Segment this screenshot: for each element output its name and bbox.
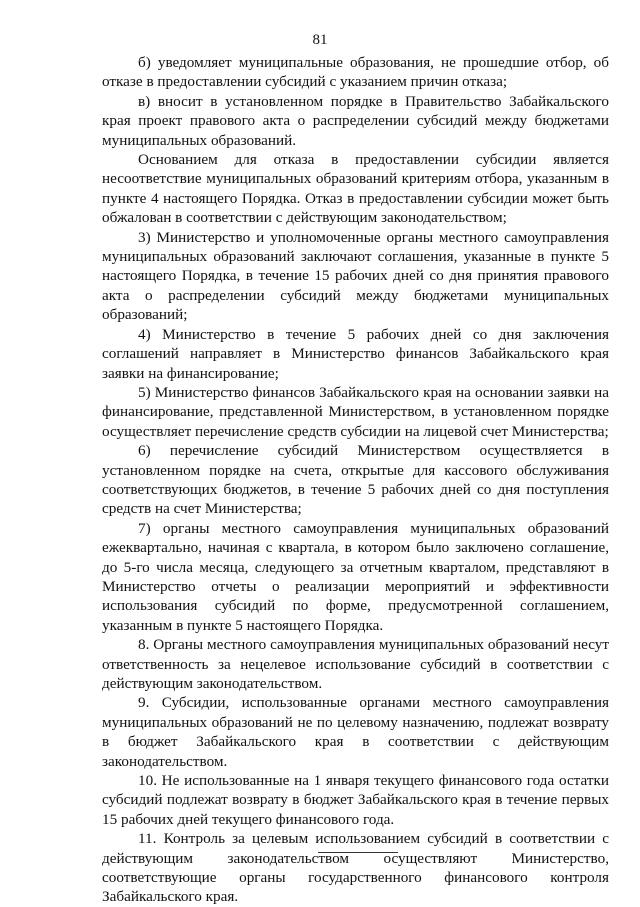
paragraph-9-misuse-return: 9. Субсидии, использованные органами местного самоуправления муниципальных образований не по целевому назначению, подлежат возврату в бюджет Забайкальского края в соответствии с действующим законодательством. xyxy=(102,694,609,770)
paragraph-b-notify-rejected: б) уведомляет муниципальные образования, не прошедшие отбор, об отказе в предоставлении субсидий с указанием причин отказа; xyxy=(102,54,609,91)
paragraph-3-agreements: 3) Министерство и уполномоченные органы местного самоуправления муниципальных образований заключают соглашения, указанные в пункте 5 настоящего Порядка, в течение 15 рабочих дней со дня принятия правового акта о распределении субсидий между бюджетами муниципальных образований; xyxy=(102,228,609,324)
page-number: 81 xyxy=(312,32,328,48)
paragraph-7-quarterly-reports: 7) органы местного самоуправления муниципальных образований ежеквартально, начиная с квартала, в котором было заключено соглашение, до 5-го числа месяца, следующего за отчетным кварталом, представляют в Министерство отчеты о реализации мероприятий и эффективности использования субсидий по форме, предусмотренной соглашением, указанным в пункте 5 настоящего Порядка. xyxy=(102,519,609,634)
paragraph-5-ministry-of-finance-transfer: 5) Министерство финансов Забайкальского края на основании заявки на финансирование, представленной Министерством, в установленном порядке осуществляет перечисление средств субсидии на лицевой счет Министерства; xyxy=(102,383,609,440)
paragraph-v-submit-draft-act: в) вносит в установленном порядке в Правительство Забайкальского края проект правового акта о распределении субсидий между бюджетами муниципальных образований. xyxy=(102,92,609,149)
paragraph-11-control: 11. Контроль за целевым использованием субсидий в соответствии с действующим законодательством осуществляют Министерство, соответствующие органы государственного финансового контроля Забайкальского края. xyxy=(102,830,609,906)
document-body xyxy=(102,53,609,907)
paragraph-4-funding-requests: 4) Министерство в течение 5 рабочих дней со дня заключения соглашений направляет в Министерство финансов Забайкальского края заявки на финансирование; xyxy=(102,325,609,382)
paragraph-refusal-grounds: Основанием для отказа в предоставлении субсидии является несоответствие муниципальных образований критериям отбора, указанным в пункте 4 настоящего Порядка. Отказ в предоставлении субсидии может быть обжалован в соответствии с действующим законодательством; xyxy=(102,151,609,227)
paragraph-10-unused-balances: 10. Не использованные на 1 января текущего финансового года остатки субсидий подлежат возврату в бюджет Забайкальского края в течение первых 15 рабочих дней текущего финансового года. xyxy=(102,772,609,828)
paragraph-8-responsibility: 8. Органы местного самоуправления муниципальных образований несут ответственность за нецелевое использование субсидий в соответствии с действующим законодательством. xyxy=(102,636,609,692)
paragraph-6-subsidy-transfer: 6) перечисление субсидий Министерством осуществляется в установленном порядке на счета, открытые для кассового обслуживания соответствующих бюджетов, в течение 5 рабочих дней со дня поступления средств на счет Министерства; xyxy=(102,442,609,518)
end-of-document-rule xyxy=(318,852,398,853)
